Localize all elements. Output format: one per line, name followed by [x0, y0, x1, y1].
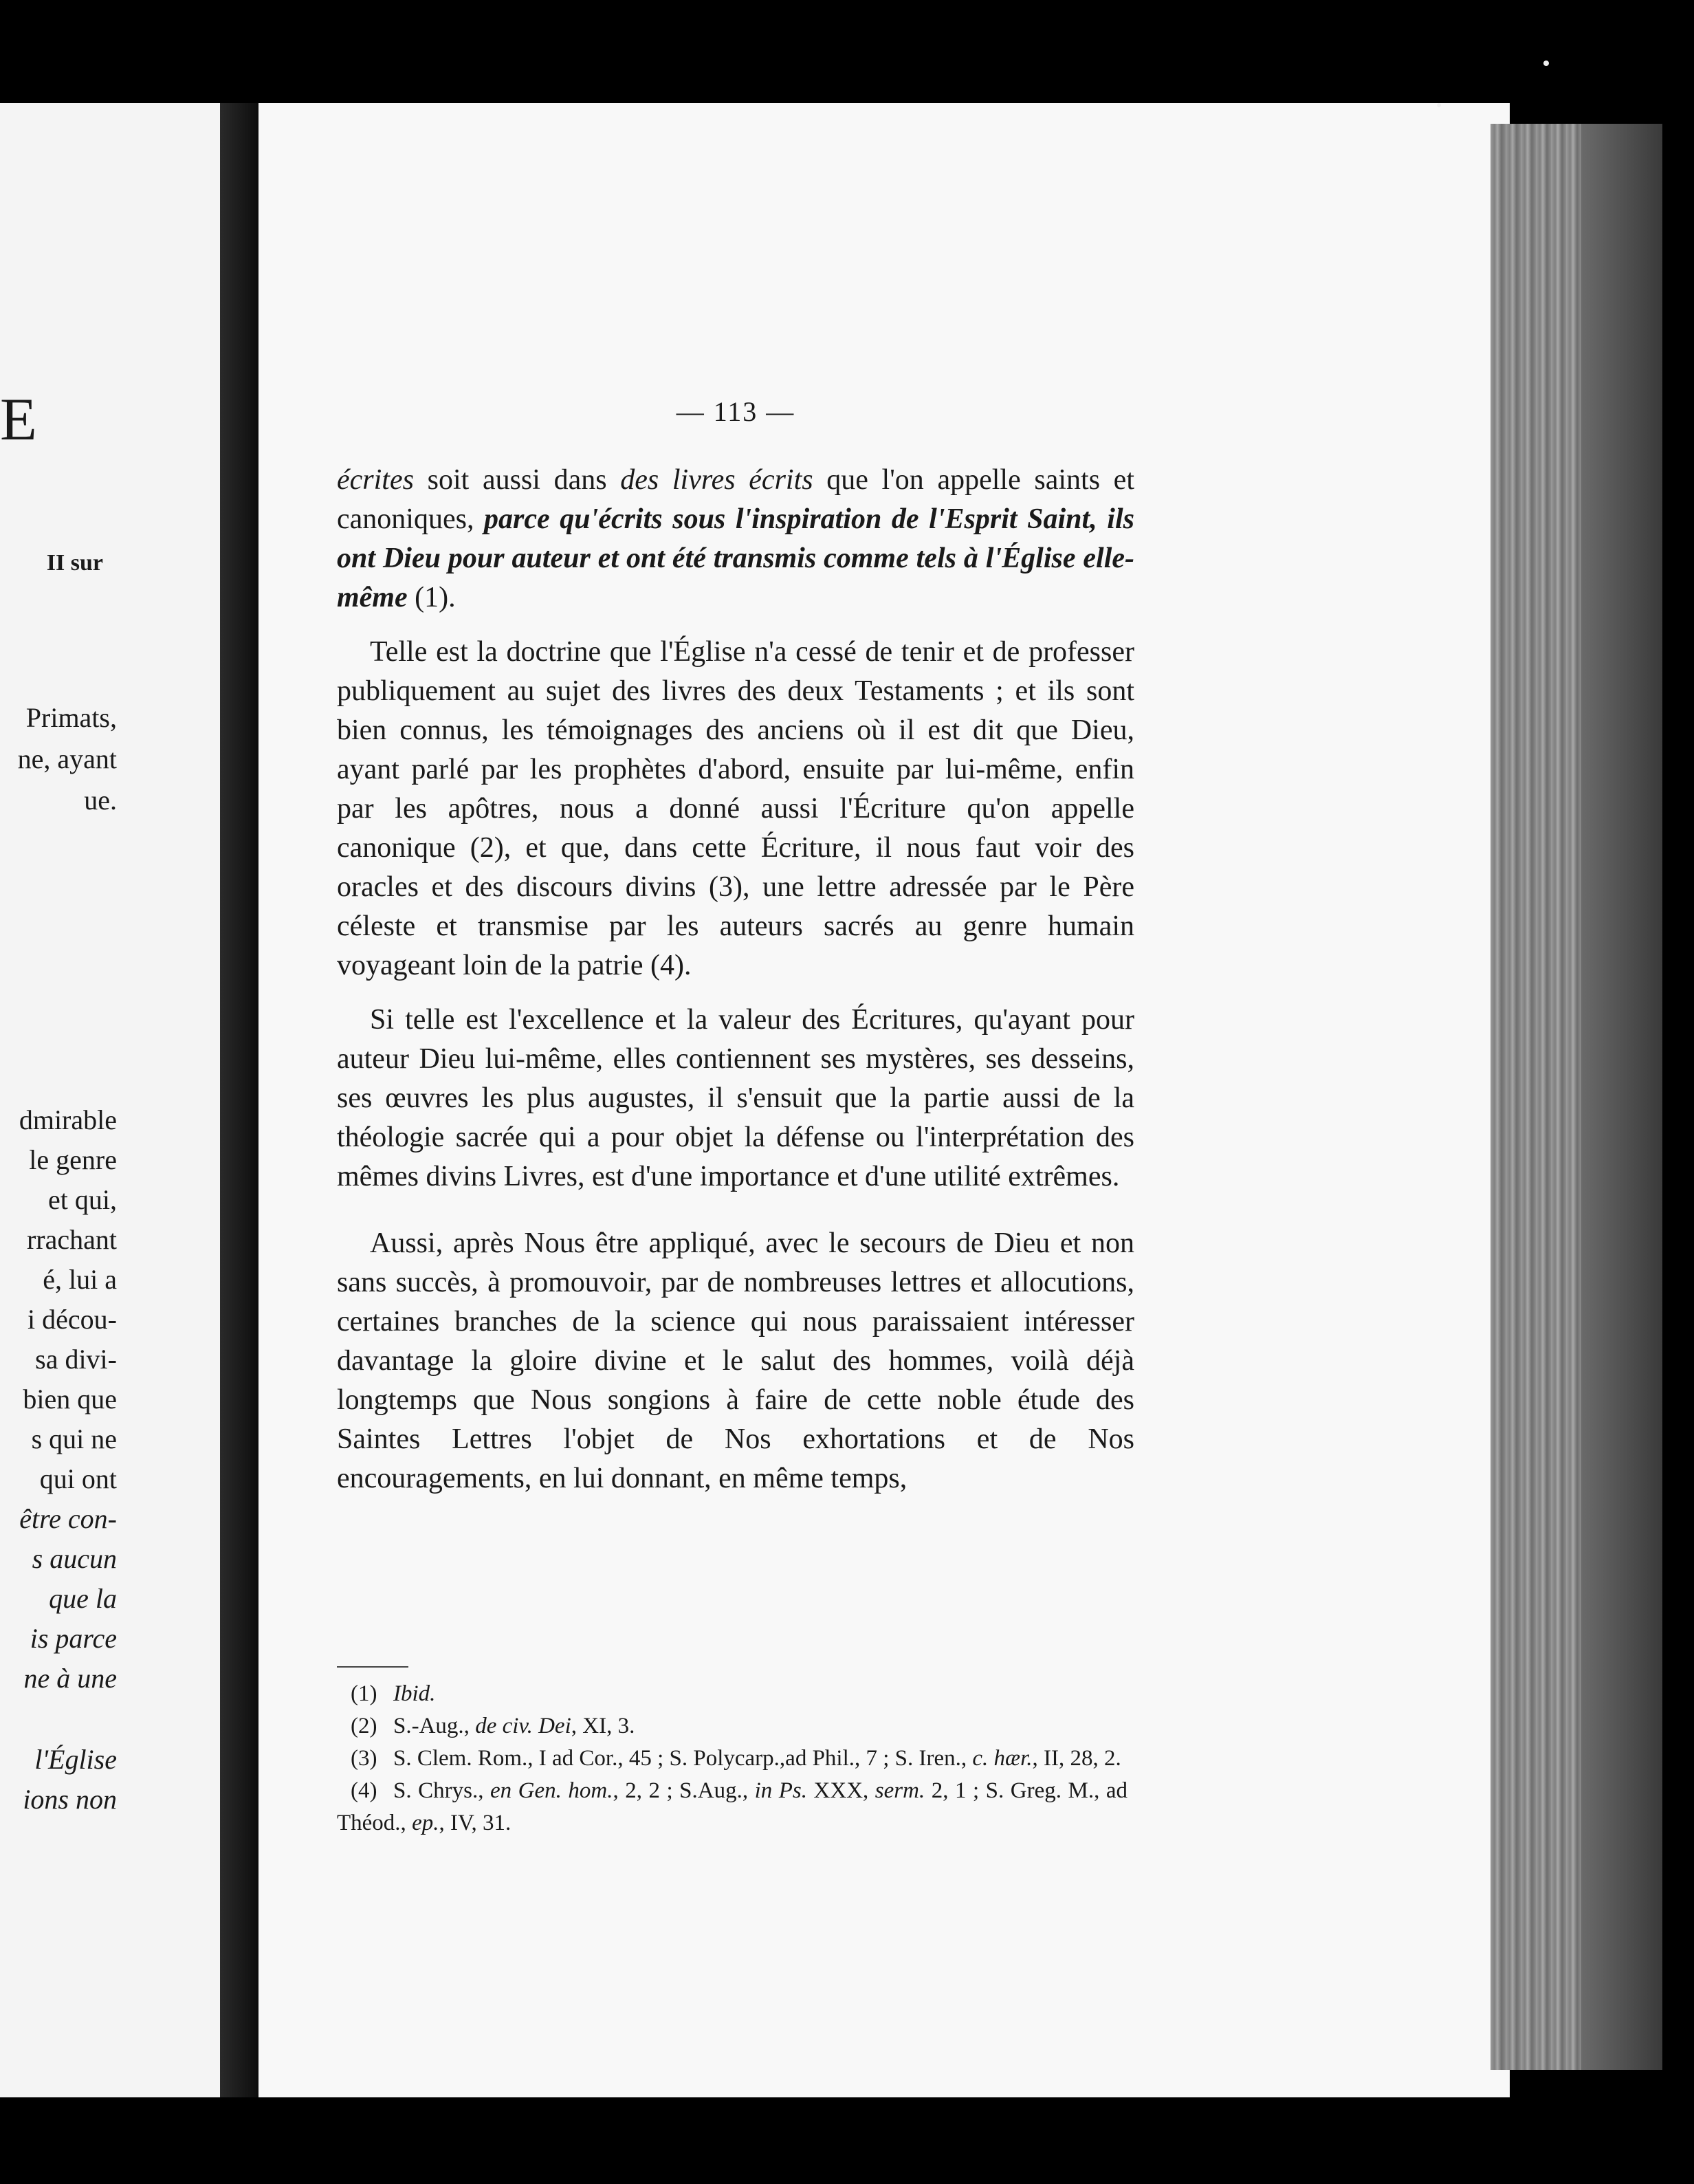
previous-page-text-fragment: l'Église [34, 1744, 117, 1775]
previous-page-text-fragment: bien que [23, 1384, 117, 1415]
page-edges-shadow [1581, 124, 1662, 2070]
text-run: , IV, 31. [439, 1811, 512, 1835]
paragraph-4: Aussi, après Nous être appliqué, avec le secours de Dieu et non sans succès, à promouvoir, par de nombreuses lettres et allocutions, certaines branches de la science qui nous paraissaient intéresser davantage la gloire divine et le salut des hommes, voilà déjà longtemps que Nous songions à faire de cette noble étude des Saintes Lettres l'objet de Nos exhortations et de Nos encouragements, en lui donnant, en même temps, [337, 1227, 1134, 1494]
previous-page-text-fragment: s aucun [32, 1543, 117, 1574]
previous-page-text-fragment: qui ont [39, 1463, 117, 1494]
footnotes [337, 1678, 1128, 1839]
previous-page-text-fragment: sa divi- [35, 1344, 117, 1375]
previous-page-text-fragment: é, lui a [43, 1264, 117, 1295]
previous-page-text-fragment: is parce [30, 1623, 117, 1654]
previous-page-text-fragment: le genre [29, 1144, 117, 1175]
text-run: ep. [412, 1811, 439, 1835]
previous-page-text-fragment: ue. [84, 785, 117, 816]
text-run: in Ps. [754, 1778, 808, 1803]
text-run: que l'on appelle saints et canoniques, [337, 464, 1134, 535]
text-run: soit aussi dans [413, 464, 621, 496]
text-run: S. Chrys., [393, 1778, 490, 1803]
footnote [337, 1775, 1128, 1839]
previous-page-text-fragment: s qui ne [31, 1423, 117, 1454]
footnote-rule [337, 1666, 408, 1668]
text-run: , II, 28, 2. [1032, 1746, 1121, 1771]
text-run: écrites [337, 464, 414, 496]
footnote-number: (3) [351, 1746, 377, 1771]
previous-page-text-fragment: II sur [46, 550, 103, 576]
previous-page-text-fragment: ne, ayant [17, 743, 117, 774]
previous-page-text-fragment: E [0, 386, 37, 453]
previous-page-text-fragment: et qui, [48, 1184, 117, 1215]
previous-page-text-fragment: ions non [23, 1784, 117, 1815]
text-run: c. hær. [972, 1746, 1033, 1771]
text-run: 2, 1 ; S. Greg. M., ad Théod., [337, 1778, 1128, 1835]
previous-page-text-fragment: être con- [19, 1503, 117, 1534]
page-number: — 113 — [676, 396, 795, 427]
footnote-number: (2) [351, 1714, 377, 1738]
text-run: des livres écrits [620, 464, 813, 496]
text-run: (1). [407, 582, 456, 613]
previous-page-text-fragment: dmirable [19, 1104, 117, 1135]
text-run: en Gen. hom. [490, 1778, 613, 1803]
text-run: Ibid. [393, 1681, 436, 1706]
text-run: , 2, 2 ; S.Aug., [613, 1778, 755, 1803]
text-run: S.-Aug., [393, 1714, 476, 1738]
previous-page-text-fragment: Primats, [25, 702, 117, 733]
footnote [337, 1678, 1128, 1710]
scan-speck [1437, 103, 1441, 107]
footnote [337, 1710, 1128, 1743]
text-run: parce qu'écrits sous l'inspiration de l'Esprit Saint, ils ont Dieu pour auteur et ont été transmis comme tels à l'Église elle-même [337, 503, 1134, 613]
paragraph-3: Si telle est l'excellence et la valeur des Écritures, qu'ayant pour auteur Dieu lui-même, elles contiennent ses mystères, ses desseins, ses œuvres les plus augustes, il s'ensuit que la partie aussi de la théologie sacrée qui a pour objet la défense ou l'interprétation des mêmes divins Livres, est d'une importance et d'une utilité extrêmes. [337, 1004, 1134, 1192]
book-gutter [220, 103, 258, 2097]
text-run: de civ. Dei [475, 1714, 571, 1738]
previous-page-text-fragment: que la [49, 1583, 117, 1614]
previous-page-text-fragment: rrachant [26, 1224, 117, 1255]
previous-page-text-fragment: ne à une [23, 1663, 117, 1694]
footnote-number: (1) [351, 1681, 377, 1706]
footnote-number: (4) [351, 1778, 377, 1803]
text-run: S. Clem. Rom., I ad Cor., 45 ; S. Polycarp.,ad Phil., 7 ; S. Iren., [393, 1746, 973, 1771]
paragraph-1 [337, 461, 1134, 618]
previous-page-text-fragment: i décou- [28, 1304, 117, 1335]
footnote [337, 1743, 1128, 1775]
text-run: , XI, 3. [571, 1714, 635, 1738]
scan-speck [1543, 61, 1549, 66]
previous-page [0, 103, 220, 2097]
text-run: XXX, [807, 1778, 875, 1803]
text-run: serm. [874, 1778, 925, 1803]
paragraph-2: Telle est la doctrine que l'Église n'a cessé de tenir et de professer publiquement au sujet des livres des deux Testaments ; et ils sont bien connus, les témoignages des anciens où il est dit que Dieu, ayant parlé par les prophètes d'abord, ensuite par lui-même, enfin par les apôtres, nous a donné aussi l'Écriture qu'on appelle canonique (2), et que, dans cette Écriture, il nous faut voir des oracles et des discours divins (3), une lettre adressée par le Père céleste et transmise par les auteurs sacrés au genre humain voyageant loin de la patrie (4). [337, 636, 1134, 981]
page-text-block [337, 396, 1134, 1498]
